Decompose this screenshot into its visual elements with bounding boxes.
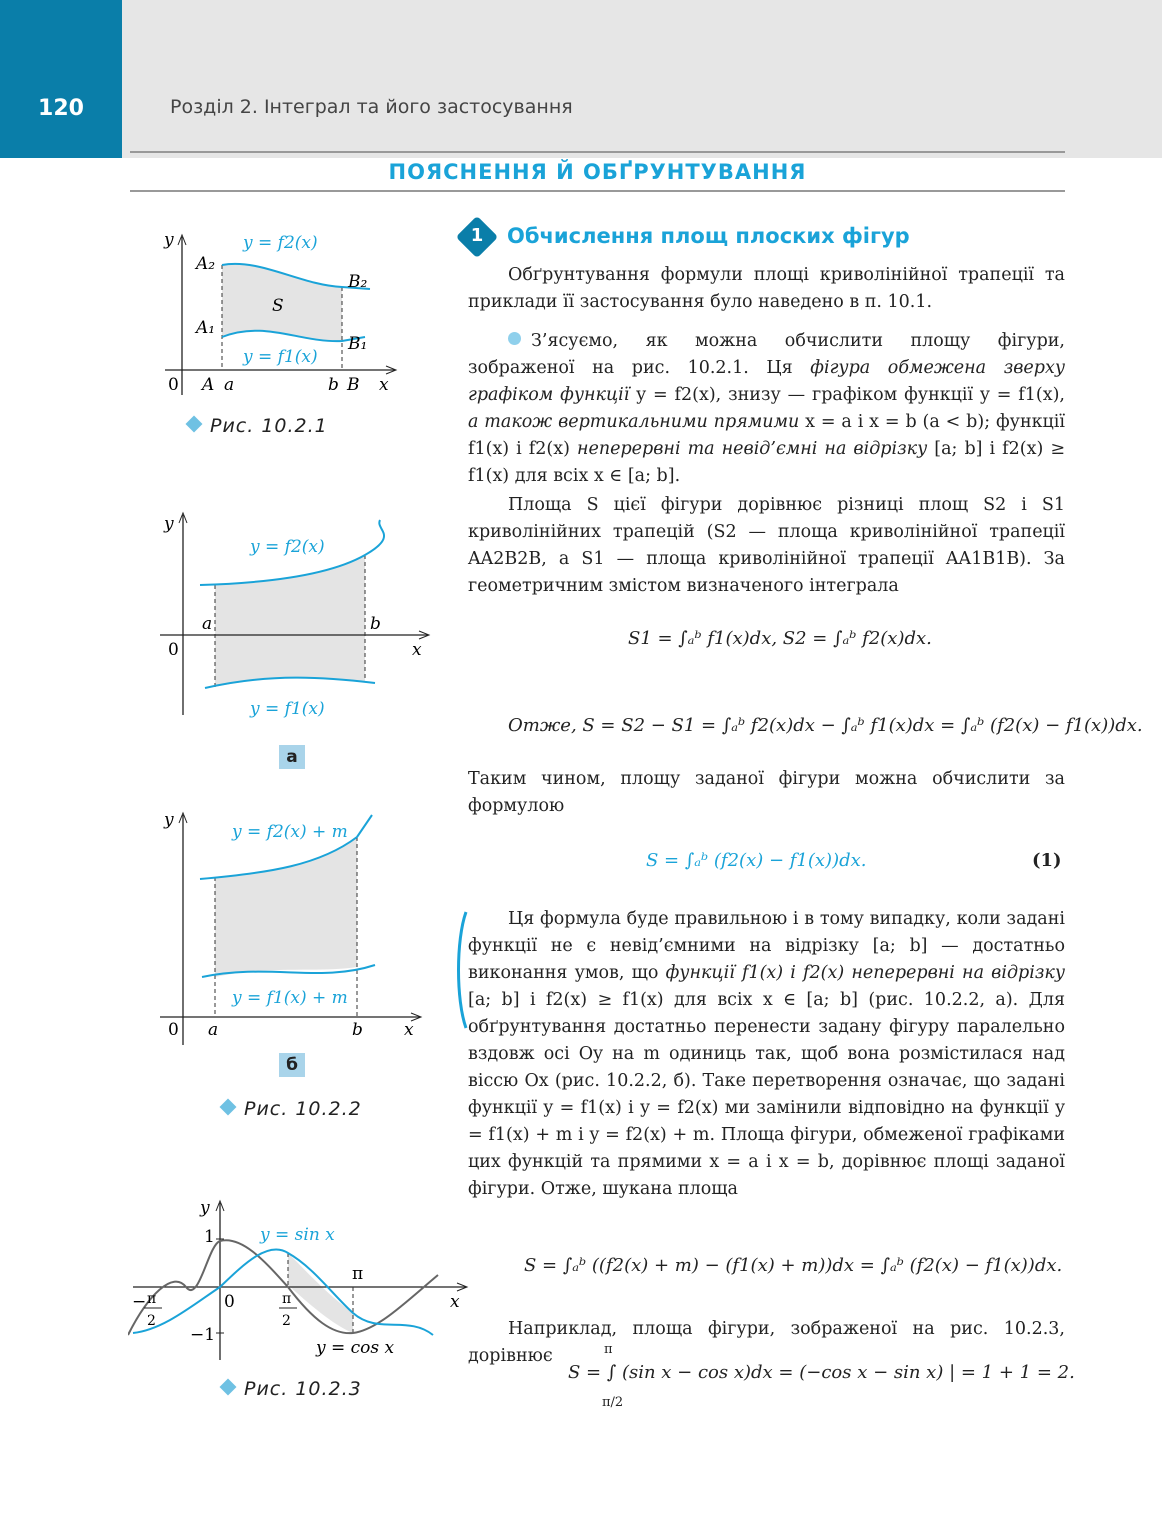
fig3-y-label: y	[200, 1198, 210, 1218]
fig3-sin-label: y = sin x	[260, 1225, 335, 1245]
page-header	[0, 0, 1162, 158]
fig3-tick-2: 2	[282, 1313, 291, 1329]
bullet-dot-icon	[508, 332, 521, 345]
divider-top	[130, 151, 1065, 153]
fig3-tick-pi2: π	[282, 1291, 292, 1307]
fig2b-upper-label: y = f2(x) + m	[232, 822, 348, 842]
formula-1: S = ∫ₐᵇ (f2(x) − f1(x))dx.	[646, 850, 867, 871]
fig3-label-x: x	[450, 1292, 460, 1312]
section-title: ПОЯСНЕННЯ Й ОБҐРУНТУВАННЯ	[388, 160, 807, 184]
fig1-label-a: a	[224, 375, 235, 395]
fig1-label-S: S	[272, 296, 284, 316]
fig1-label-A2: A₂	[196, 254, 216, 274]
fig2b-y-label: y	[164, 810, 174, 830]
paragraph-6: Наприклад, площа фігури, зображеної на рис. 10.2.3, дорівнює	[468, 1319, 1065, 1366]
fig3-tick-neg-pi2: −	[132, 1292, 147, 1312]
diamond-icon	[220, 1379, 237, 1396]
limit-upper: π	[604, 1342, 613, 1357]
diamond-icon	[220, 1099, 237, 1116]
fig2a-y-label: y	[164, 514, 174, 534]
formula-shifted: S = ∫ₐᵇ ((f2(x) + m) − (f1(x) + m))dx = ∫ₐᵇ (f2(x) − f1(x))dx.	[524, 1255, 1063, 1276]
fig2a-lower-label: y = f1(x)	[250, 699, 325, 719]
paragraph-4: Таким чином, площу заданої фігури можна обчислити за формулою	[468, 769, 1065, 816]
diamond-icon	[186, 416, 203, 433]
fig2a-label-x: x	[412, 640, 422, 660]
fig2b-origin: 0	[168, 1020, 179, 1040]
fig2a-upper-label: y = f2(x)	[250, 537, 325, 557]
fig3-origin: 0	[224, 1292, 235, 1312]
fig2b-label-x: x	[404, 1020, 414, 1040]
page-number-box	[0, 0, 122, 158]
fig1-label-A1: A₁	[196, 318, 216, 338]
fig1-label-B2: B₂	[348, 272, 368, 292]
tag-b: б	[279, 1053, 305, 1077]
fig1-label-x: x	[379, 375, 389, 395]
fig1-label-B1: B₁	[348, 334, 368, 354]
caption-10-2-2: Рис. 10.2.2	[222, 1098, 362, 1120]
fig1-label-b: b	[328, 375, 339, 395]
formula-s1-s2: S1 = ∫ₐᵇ f1(x)dx, S2 = ∫ₐᵇ f2(x)dx.	[628, 628, 932, 649]
fig1-y-label: y	[164, 230, 174, 250]
paragraph-3: Площа S цієї фігури дорівнює різниці площ S2 і S1 криволінійних трапецій (S2 — площа криволінійної трапеції AA2B2B, а S1 — площа криволінійної трапеції AA1B1B). За геометричним змістом визначеного інтеграла	[468, 495, 1065, 596]
fig1-label-A: A	[202, 375, 215, 395]
fig2a-origin: 0	[168, 640, 179, 660]
fig2a-label-a: a	[202, 614, 213, 634]
figure-10-2-1	[150, 225, 410, 400]
fig3-tick-neg-pi: π	[147, 1291, 157, 1307]
tag-a: а	[279, 745, 305, 769]
formula-number: (1)	[1032, 850, 1062, 871]
formula-s-difference: Отже, S = S2 − S1 = ∫ₐᵇ f2(x)dx − ∫ₐᵇ f1(x)dx = ∫ₐᵇ (f2(x) − f1(x))dx.	[508, 715, 1143, 736]
subsection-title: Обчислення площ плоских фігур	[507, 224, 910, 248]
fig3-tick-neg-2: 2	[147, 1313, 156, 1329]
fig2b-label-a: a	[208, 1020, 219, 1040]
caption-10-2-3: Рис. 10.2.3	[222, 1378, 362, 1400]
fig2b-label-b: b	[352, 1020, 363, 1040]
fig3-cos-label: y = cos x	[316, 1338, 395, 1358]
fig3-tick-pi: π	[352, 1264, 364, 1284]
fig1-upper-label: y = f2(x)	[243, 233, 318, 253]
paragraph-2: З’ясуємо, як можна обчислити площу фігури, зображеної на рис. 10.2.1. Ця фігура обмежена зверху графіком функції y = f2(x), знизу — графіком функції y = f1(x), а також вертикальними прямими x = a і x = b (a < b); функції f1(x) і f2(x) неперервні та невід’ємні на відрізку [a; b] і f2(x) ≥ f1(x) для всіх x ∈ [a; b].	[468, 331, 1065, 486]
paragraph-1: Обґрунтування формули площі криволінійної трапеції та приклади її застосування було наведено в п. 10.1.	[468, 265, 1065, 312]
subsection-number: 1	[470, 225, 484, 246]
paragraph-5: Ця формула буде правильною і в тому випадку, коли задані функції не є невід’ємними на відрізку [a; b] — достатньо виконання умов, що функції f1(x) і f2(x) неперервні на відрізку [a; b] і f2(x) ≥ f1(x) для всіх x ∈ [a; b] (рис. 10.2.2, а). Для обґрунтування достатньо перенести задану фігуру паралельно вздовж осі Oy на m одиниць так, щоб вона розмістилася над віссю Ox (рис. 10.2.2, б). Таке перетворення означає, що задані функції y = f1(x) і y = f2(x) ми замінили відповідно на функції y = f1(x) + m і y = f2(x) + m. Площа фігури, обмеженої графіками цих функцій та прямими x = a і x = b, дорівнює площі заданої фігури. Отже, шукана площа	[468, 909, 1065, 1199]
fig1-label-B: B	[347, 375, 360, 395]
formula-example: S = ∫ (sin x − cos x)dx = (−cos x − sin x) | = 1 + 1 = 2.	[568, 1362, 1075, 1383]
caption-10-2-1: Рис. 10.2.1	[188, 415, 328, 437]
fig2b-lower-label: y = f1(x) + m	[232, 988, 348, 1008]
divider-bottom	[130, 190, 1065, 192]
figure-10-2-2-a	[150, 505, 440, 720]
fig3-tick-1: 1	[204, 1227, 215, 1247]
figure-10-2-3	[128, 1195, 473, 1365]
figure-10-2-2-b	[150, 805, 430, 1045]
fig3-tick-neg1: −1	[190, 1325, 216, 1345]
fig1-origin: 0	[168, 375, 179, 395]
fig1-lower-label: y = f1(x)	[243, 347, 318, 367]
limit-lower: π/2	[602, 1395, 624, 1410]
chapter-title: Розділ 2. Інтеграл та його застосування	[170, 96, 573, 118]
page-number: 120	[38, 96, 84, 121]
fig2a-label-b: b	[370, 614, 381, 634]
